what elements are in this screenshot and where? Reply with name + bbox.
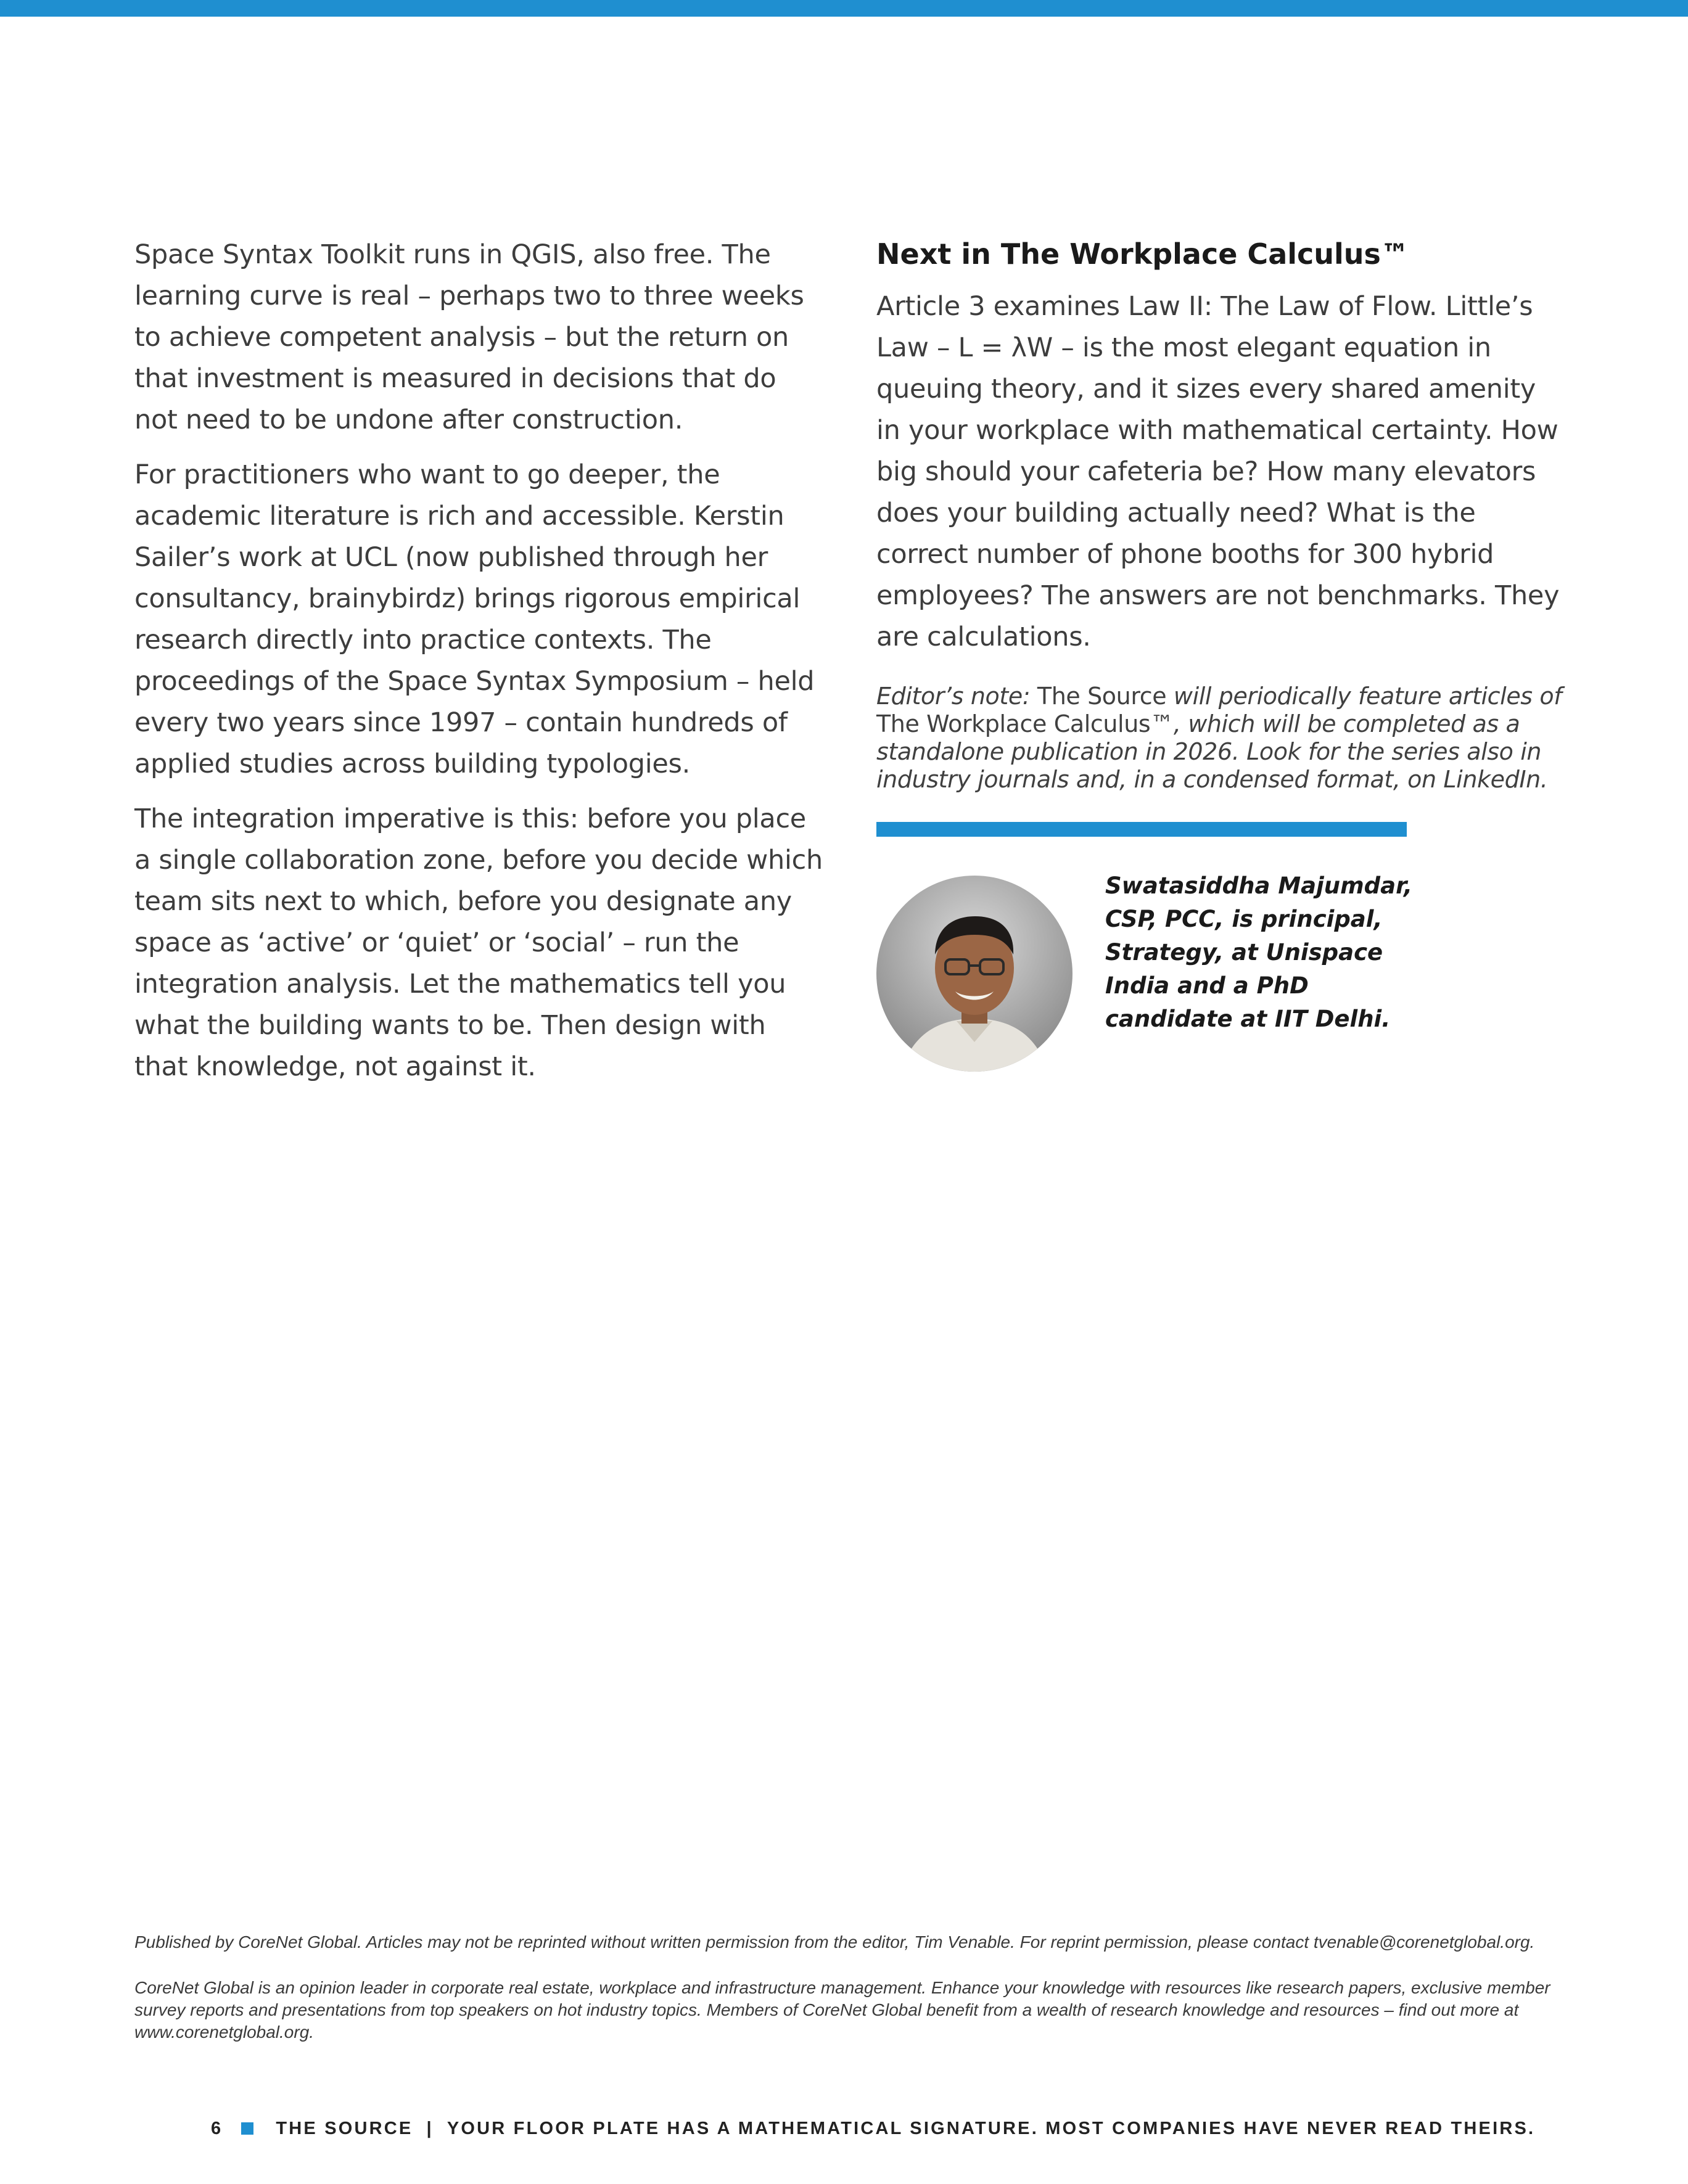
editor-note-series: The Workplace Calculus™	[876, 710, 1174, 737]
section-heading: Next in The Workplace Calculus™	[876, 237, 1409, 271]
publication-footer	[134, 1931, 1553, 2067]
publication-name: THE SOURCE	[276, 2119, 413, 2138]
author-divider	[876, 822, 1407, 837]
reprint-notice: Published by CoreNet Global. Articles may not be reprinted without written permission from the editor, Tim Venable. For reprint permission, please contact tvenable@corenetglobal.org.	[134, 1932, 1535, 1952]
left-column	[134, 234, 825, 1101]
editor-note	[876, 683, 1567, 794]
page-number: 6	[211, 2119, 223, 2138]
body-paragraph: For practitioners who want to go deeper, the academic literature is rich and accessible. Kerstin Sailer’s work at UCL (now published through her consultancy, brainybirdz) brings rigorous empirical research directly into practice contexts. The proceedings of the Space Syntax Symposium – held every two years since 1997 – contain hundreds of applied studies across building typologies.	[134, 459, 815, 779]
about-corenet: CoreNet Global is an opinion leader in corporate real estate, workplace and infrastructure management. Enhance your knowledge with resources like research papers, exclusive member survey reports and presentations from top speakers on hot industry topics. Members of CoreNet Global benefit from a wealth of research knowledge and resources – find out more at www.corenetglobal.org.	[134, 1978, 1550, 2042]
editor-note-publication: The Source	[1037, 683, 1167, 710]
editor-note-text: , which will be completed as a standalone publication in 2026. Look for the series also in industry journals and, in a condensed format, on LinkedIn.	[876, 710, 1548, 793]
top-accent-bar	[0, 0, 1688, 17]
editor-note-text: will periodically feature articles of	[1173, 683, 1562, 710]
author-bio: Swatasiddha Majumdar, CSP, PCC, is principal, Strategy, at Unispace India and a PhD candidate at IIT Delhi.	[1105, 872, 1413, 1032]
footer-separator: |	[426, 2119, 434, 2138]
square-bullet-icon	[241, 2122, 253, 2135]
body-paragraph: Space Syntax Toolkit runs in QGIS, also free. The learning curve is real – perhaps two to three weeks to achieve competent analysis – but the return on that investment is measured in decisions that do not need to be undone after construction.	[134, 239, 804, 435]
right-column	[876, 234, 1567, 794]
body-paragraph: The integration imperative is this: before you place a single collaboration zone, before you decide which team sits next to which, before you designate any space as ‘active’ or ‘quiet’ or ‘social’ – run the integration analysis. Let the mathematics tell you what the building wants to be. Then design with that knowledge, not against it.	[134, 803, 823, 1082]
author-portrait-image	[876, 876, 1072, 1072]
author-avatar	[876, 876, 1072, 1072]
next-article-paragraph: Article 3 examines Law II: The Law of Flow. Little’s Law – L = λW – is the most elegant equation in queuing theory, and it sizes every shared amenity in your workplace with mathematical certainty. How big should your cafeteria be? How many elevators does your building actually need? What is the correct number of phone booths for 300 hybrid employees? The answers are not benchmarks. They are calculations.	[876, 291, 1560, 652]
article-title: YOUR FLOOR PLATE HAS A MATHEMATICAL SIGNATURE. MOST COMPANIES HAVE NEVER READ THEIRS.	[447, 2119, 1536, 2138]
running-footer	[211, 2116, 1535, 2141]
editor-note-label: Editor’s note:	[876, 683, 1031, 710]
